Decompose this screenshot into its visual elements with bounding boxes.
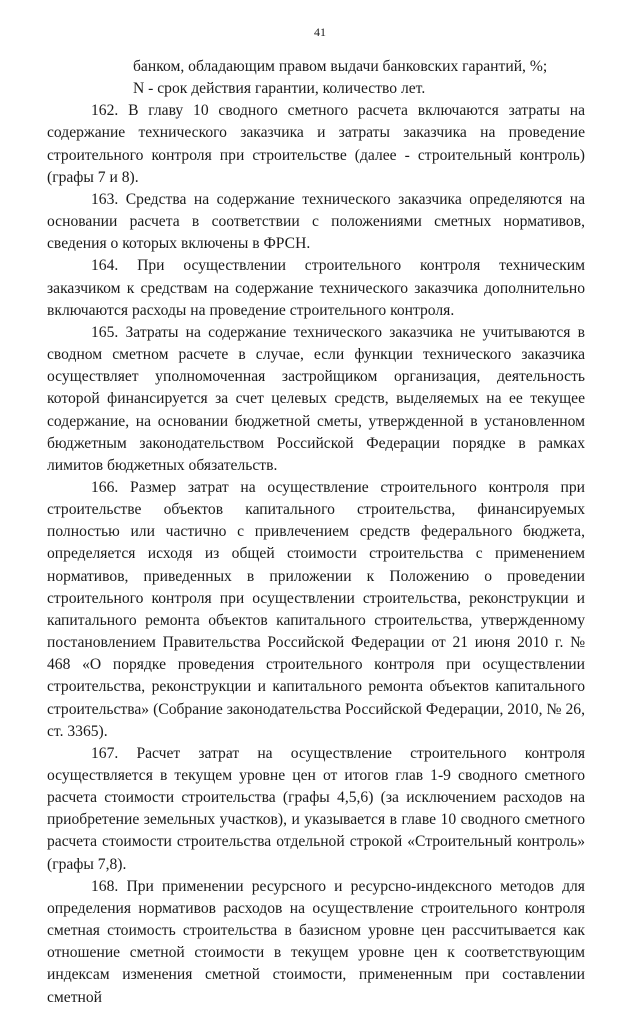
- page-number: 41: [314, 25, 326, 39]
- paragraph-guarantee-term: N - срок действия гарантии, количество лет.: [133, 80, 426, 98]
- paragraph-166: 166. Размер затрат на осуществление строительного контроля при строительстве объектов капитального строительства, финансируемых полностью или частично с привлечением средств федерального бюджета, определяется исходя из общей стоимости строительства с применением нормативов, приведенных в приложении к Положению о проведении строительного контроля при осуществлении строительства, реконструкции и капитального ремонта объектов капитального строительства, утвержденному постановлением Правительства Российской Федерации от 21 июня 2010 г. № 468 «О порядке проведения строительного контроля при осуществлении строительства, реконструкции и капитального ремонта объектов капитального строительства» (Собрание законодательства Российской Федерации, 2010, № 26, ст. 3365).: [47, 478, 585, 740]
- paragraph-163: 163. Средства на содержание технического заказчика определяются на основании расчета в соответствии с положениями сметных нормативов, сведения о которых включены в ФРСН.: [47, 190, 585, 253]
- paragraph-167: 167. Расчет затрат на осуществление строительного контроля осуществляется в текущем уровне цен от итогов глав 1-9 сводного сметного расчета стоимости строительства (графы 4,5,6) (за исключением расходов на приобретение земельных участков), и указывается в главе 10 сводного сметного расчета стоимости строительства отдельной строкой «Строительный контроль» (графы 7,8).: [47, 744, 585, 873]
- document-body: [47, 56, 585, 1009]
- paragraph-165: 165. Затраты на содержание технического заказчика не учитываются в сводном сметном расчете в случае, если функции технического заказчика осуществляет уполномоченная застройщиком организация, деятельность которой финансируется за счет целевых средств, выделяемых на ее текущее содержание, на основании бюджетной сметы, утвержденной в установленном бюджетным законодательством Российской Федерации порядке в рамках лимитов бюджетных обязательств.: [47, 323, 585, 474]
- paragraph-164: 164. При осуществлении строительного контроля техническим заказчиком к средствам на содержание технического заказчика дополнительно включаются расходы на проведение строительного контроля.: [47, 257, 585, 319]
- paragraph-168: 168. При применении ресурсного и ресурсно-индексного методов для определения нормативов расходов на осуществление строительного контроля сметная стоимость строительства в базисном уровне цен рассчитывается как отношение сметной стоимости в текущем уровне цен к соответствующим индексам изменения сметной стоимости, примененным при составлении сметной: [47, 877, 585, 1006]
- paragraph-162: 162. В главу 10 сводного сметного расчета включаются затраты на содержание технического заказчика и затраты заказчика на проведение строительного контроля при строительстве (далее - строительный контроль) (графы 7 и 8).: [47, 102, 585, 186]
- paragraph-continuation-guarantee-rate: банком, обладающим правом выдачи банковских гарантий, %;: [133, 58, 548, 75]
